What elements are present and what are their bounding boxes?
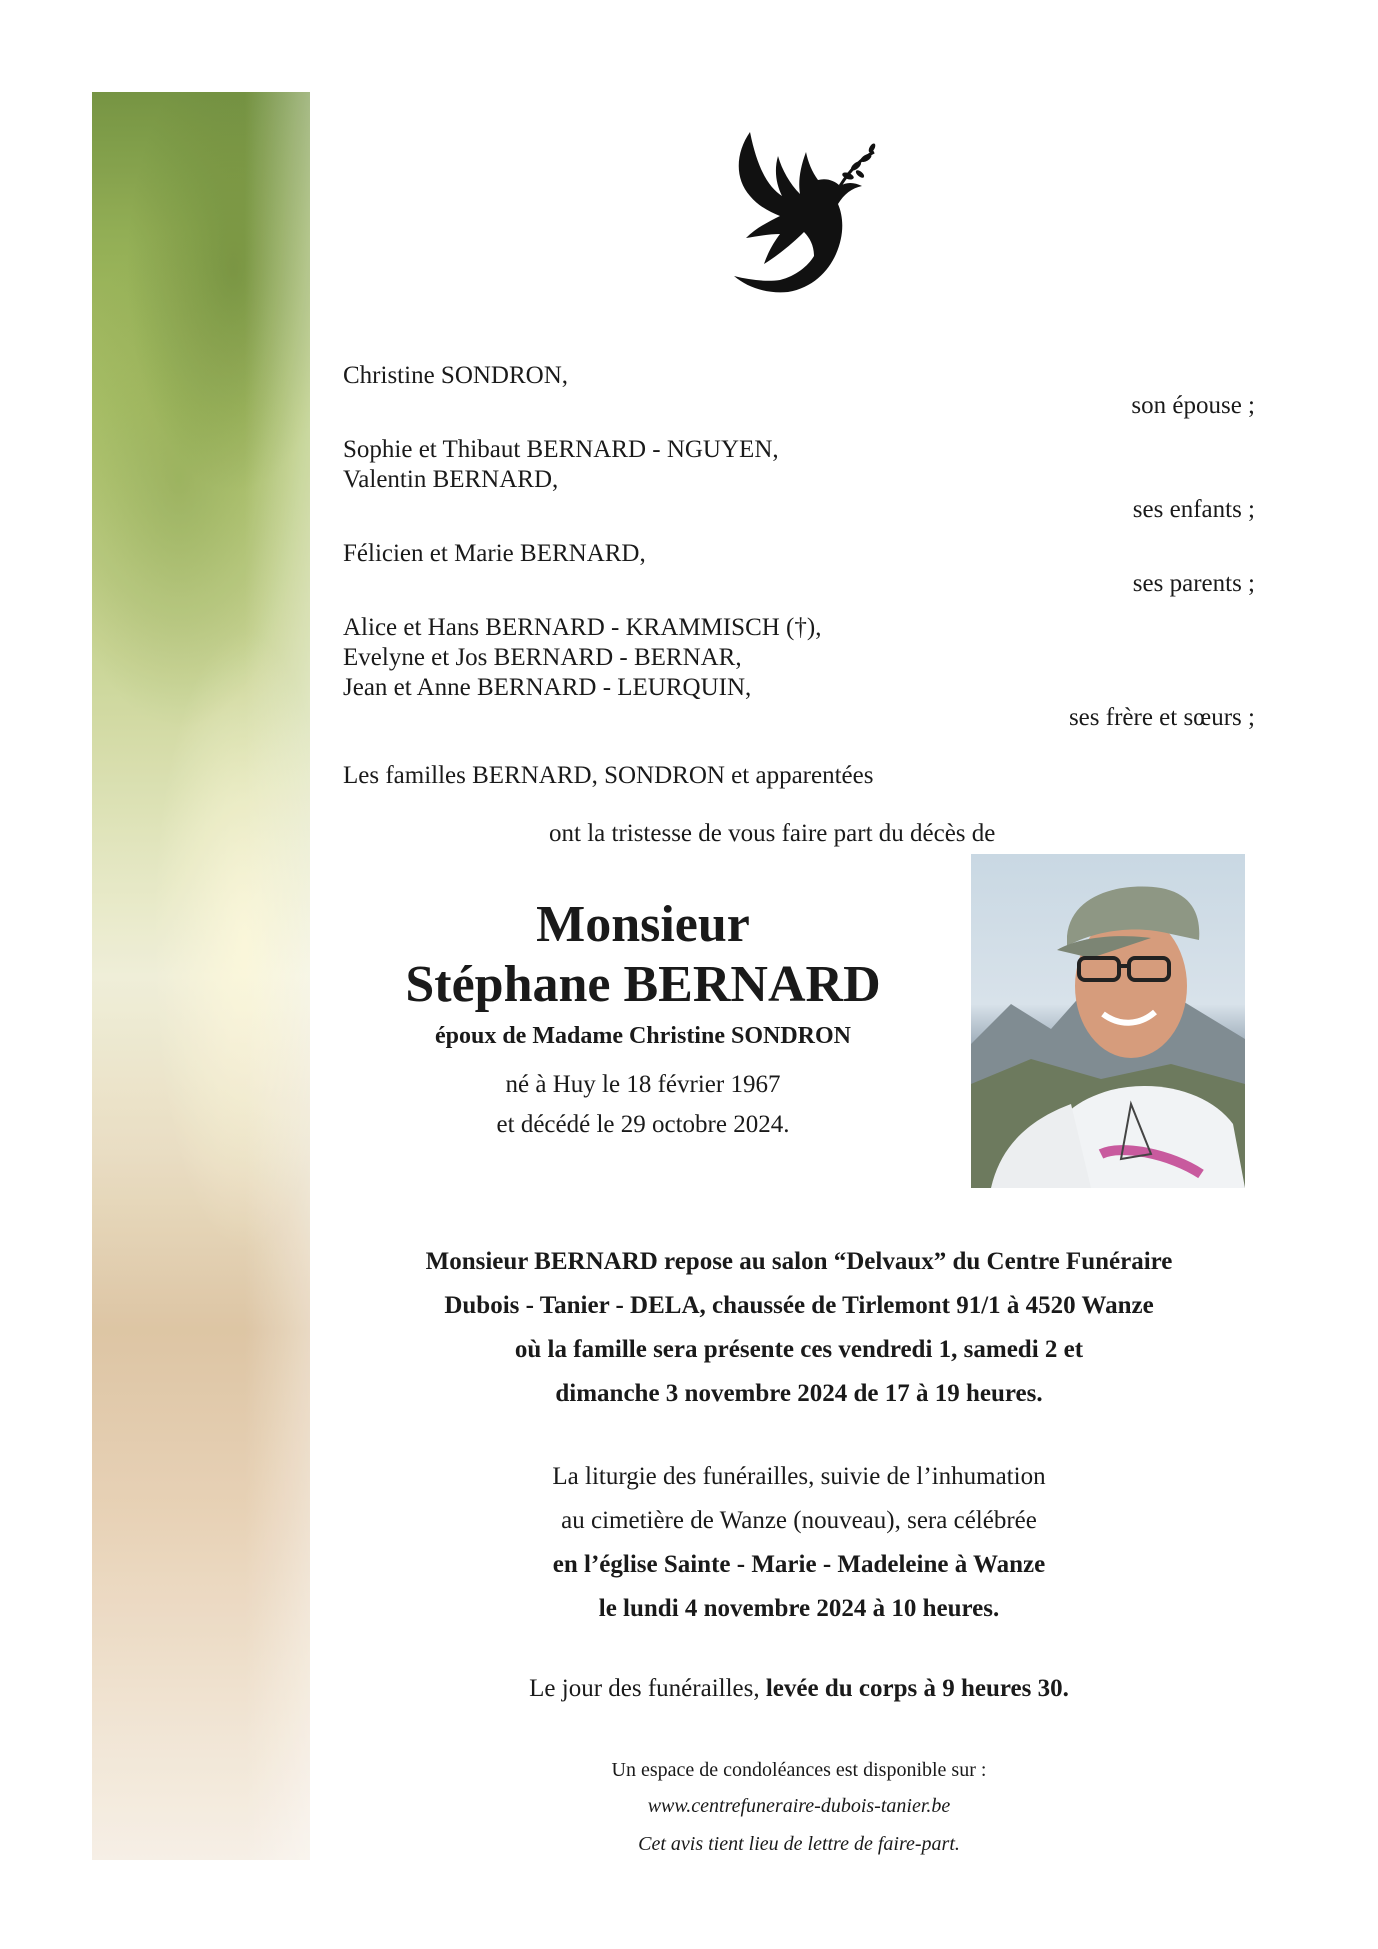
- family-name: Jean et Anne BERNARD - LEURQUIN,: [343, 674, 752, 701]
- website-link[interactable]: www.centrefuneraire-dubois-tanier.be: [647, 1795, 951, 1817]
- deceased-born: né à Huy le 18 février 1967: [505, 1071, 781, 1098]
- family-relation: son épouse ;: [1131, 392, 1255, 419]
- deceased-title: Monsieur: [536, 896, 750, 953]
- dove-icon: [728, 130, 878, 295]
- visitation-line: dimanche 3 novembre 2024 de 17 à 19 heures.: [555, 1380, 1043, 1407]
- procession-prefix: Le jour des funérailles,: [529, 1675, 766, 1702]
- family-relation: ses enfants ;: [1132, 496, 1255, 523]
- deceased-block: [343, 895, 943, 1145]
- family-name: Félicien et Marie BERNARD,: [343, 540, 646, 567]
- notice-text: Cet avis tient lieu de lettre de faire-part.: [638, 1833, 960, 1855]
- liturgy-line-church: en l’église Sainte - Marie - Madeleine à Wanze: [552, 1551, 1046, 1578]
- portrait-illustration: [971, 854, 1245, 1188]
- announcement: ont la tristesse de vous faire part du décès de: [549, 820, 996, 847]
- liturgy-paragraph: [343, 1455, 1255, 1631]
- condolences-text: Un espace de condoléances est disponible sur :: [611, 1759, 987, 1781]
- family-list: [343, 361, 1255, 849]
- visitation-paragraph: [343, 1240, 1255, 1416]
- deceased-photo: [971, 854, 1245, 1188]
- deceased-died: et décédé le 29 octobre 2024.: [496, 1111, 790, 1138]
- family-name: Valentin BERNARD,: [343, 466, 559, 493]
- family-name: Alice et Hans BERNARD - KRAMMISCH (†),: [343, 614, 822, 641]
- family-relation: ses frère et sœurs ;: [1068, 704, 1255, 731]
- liturgy-line: La liturgie des funérailles, suivie de l’inhumation: [552, 1463, 1046, 1490]
- family-name: Christine SONDRON,: [343, 362, 569, 389]
- family-relation: ses parents ;: [1132, 570, 1255, 597]
- visitation-line: Dubois - Tanier - DELA, chaussée de Tirlemont 91/1 à 4520 Wanze: [444, 1292, 1154, 1319]
- families-line: Les familles BERNARD, SONDRON et apparentées: [343, 762, 874, 789]
- family-name: Evelyne et Jos BERNARD - BERNAR,: [343, 644, 742, 671]
- deceased-spouse: époux de Madame Christine SONDRON: [434, 1023, 851, 1049]
- liturgy-line: au cimetière de Wanze (nouveau), sera célébrée: [561, 1507, 1037, 1534]
- liturgy-line-date: le lundi 4 novembre 2024 à 10 heures.: [598, 1595, 1000, 1622]
- visitation-line: Monsieur BERNARD repose au salon “Delvaux” du Centre Funéraire: [425, 1248, 1173, 1275]
- decorative-forest-strip: [92, 92, 310, 1860]
- deceased-name: Stéphane BERNARD: [405, 956, 881, 1013]
- visitation-line: où la famille sera présente ces vendredi 1, samedi 2 et: [514, 1336, 1084, 1363]
- procession-time: levée du corps à 9 heures 30.: [765, 1675, 1069, 1702]
- procession-line: [343, 1667, 1255, 1711]
- family-name: Sophie et Thibaut BERNARD - NGUYEN,: [343, 436, 779, 463]
- footer: [343, 1752, 1255, 1862]
